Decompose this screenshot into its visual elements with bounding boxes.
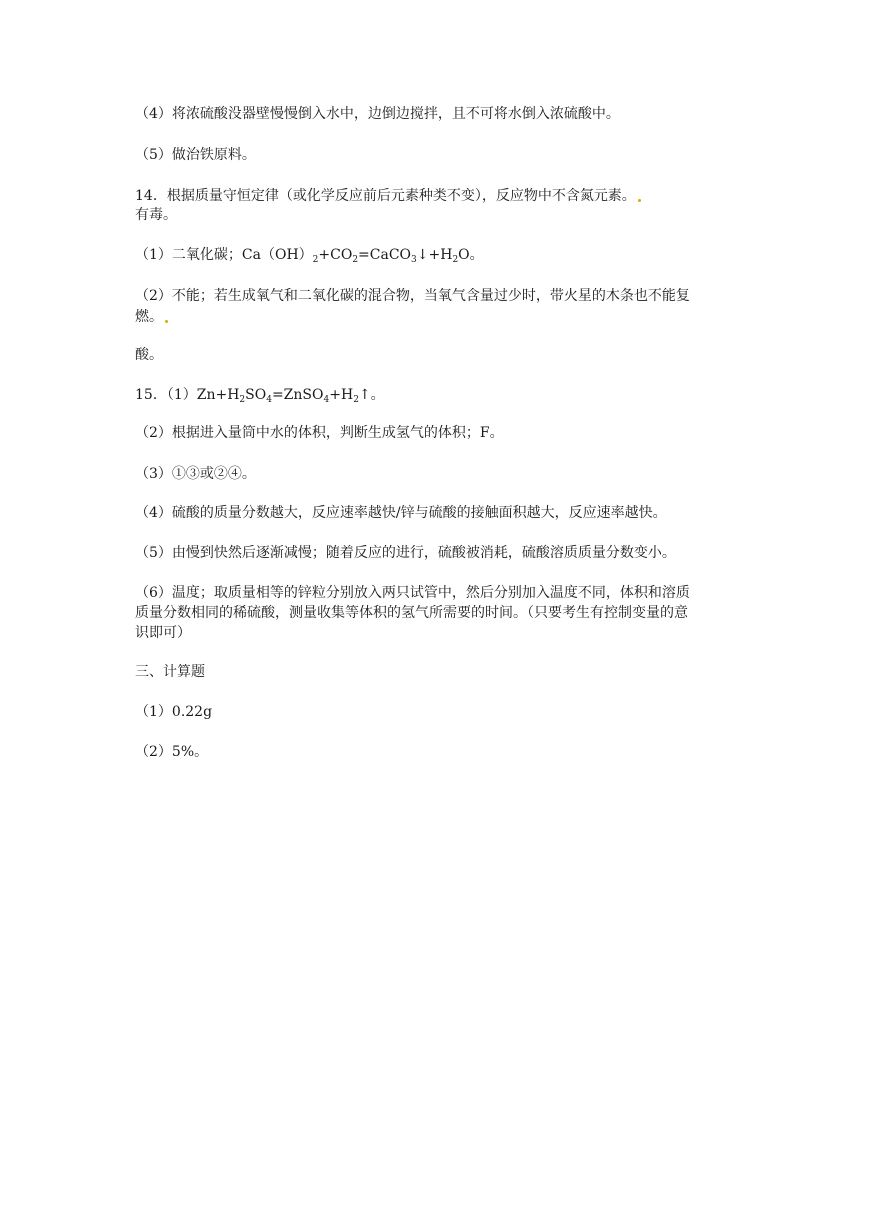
scan-mark [165, 320, 168, 323]
question-15-1-equation: 15．$(1)Zn+H_2SO_4=ZnSO_4+H_2↑$。 [135, 387, 385, 405]
section-heading-calculation: 三、计算题 [135, 664, 205, 680]
question-15-4-line: （4）硫酸的质量分数越大，反应速率越快/锌与硫酸的接触面积越大，反应速率越快。 [135, 505, 667, 521]
question-14-continuation: 有毒。 [135, 207, 177, 223]
answer-line-5: （5）做治铁原料。 [135, 147, 256, 163]
question-14-2-line-b: 燃。 [135, 307, 168, 327]
calc-answer-1: （1）0.22g [135, 704, 213, 720]
acid-line: 酸。 [135, 347, 163, 363]
question-14-text: 14．根据质量守恒定律（或化学反应前后元素种类不变），反应物中不含氮元素。 [135, 188, 636, 204]
question-15-3-line: （3）①③或②④。 [135, 466, 256, 482]
question-14-line [135, 186, 641, 206]
question-15-6-line-b: 质量分数相同的稀硫酸，测量收集等体积的氢气所需要的时间。（只要考生有控制变量的意 [135, 605, 688, 621]
question-14-1-equation: （1）二氧化碳；$Ca(OH)_2+CO_2=CaCO_3↓+H_2O$。 [135, 247, 484, 265]
question-14-2-line-a: （2）不能；若生成氧气和二氧化碳的混合物，当氧气含量过少时，带火星的木条也不能复 [135, 288, 690, 304]
question-15-2-line: （2）根据进入量筒中水的体积，判断生成氢气的体积；F。 [135, 425, 504, 441]
question-15-6-line-c: 识即可） [135, 625, 191, 641]
answer-line-4: （4）将浓硫酸没器壁慢慢倒入水中，边倒边搅拌，且不可将水倒入浓硫酸中。 [135, 106, 620, 122]
calc-answer-2: （2）5%。 [135, 744, 209, 760]
scan-mark [638, 199, 641, 202]
question-15-6-line-a: （6）温度；取质量相等的锌粒分别放入两只试管中，然后分别加入温度不同，体积和溶质 [135, 585, 690, 601]
question-15-5-line: （5）由慢到快然后逐渐减慢；随着反应的进行，硫酸被消耗，硫酸溶质质量分数变小。 [135, 545, 676, 561]
